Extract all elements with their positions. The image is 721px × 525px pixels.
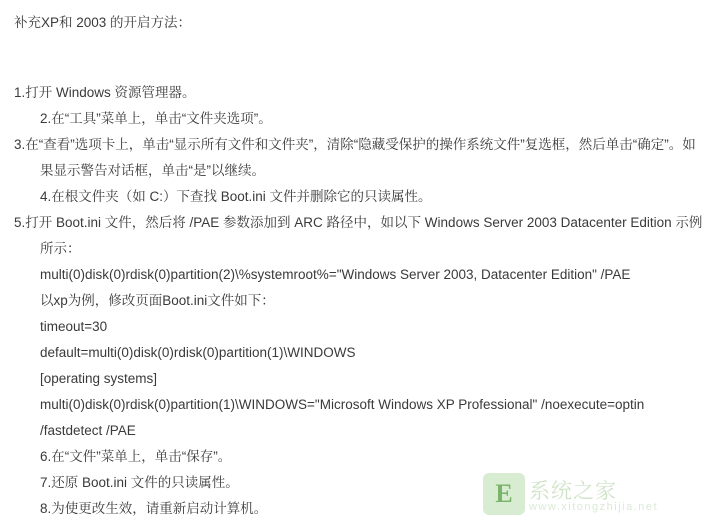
- watermark-site-url: www.xitongzhijia.net: [529, 501, 659, 513]
- code-line-arc-path: multi(0)disk(0)rdisk(0)partition(2)\%systemroot%="Windows Server 2003, Datacenter Edition" /PAE: [40, 267, 631, 282]
- step-7: 7.还原 Boot.ini 文件的只读属性。: [40, 475, 239, 490]
- step-8: 8.为使更改生效，请重新启动计算机。: [40, 501, 268, 516]
- step-1: 1.打开 Windows 资源管理器。: [14, 85, 196, 100]
- step-4: 4.在根文件夹（如 C:）下查找 Boot.ini 文件并删除它的只读属性。: [40, 189, 432, 204]
- title-body-spacer: [14, 38, 707, 80]
- step-6: 6.在“文件”菜单上，单击“保存”。: [40, 449, 232, 464]
- step-2: 2.在“工具”菜单上，单击“文件夹选项”。: [40, 111, 272, 126]
- document-title: 补充XP和 2003 的开启方法：: [14, 15, 192, 30]
- watermark-site-name: 系统之家: [529, 480, 617, 503]
- code-line-operating-systems: [operating systems]: [40, 371, 158, 386]
- code-line-windows-entry: multi(0)disk(0)rdisk(0)partition(1)\WINDOWS="Microsoft Windows XP Professional" /noexecute=optin /fastdetect /PAE: [40, 397, 645, 438]
- code-note-xp-example: 以xp为例，修改页面Boot.ini文件如下：: [40, 293, 275, 308]
- step-5: 5.打开 Boot.ini 文件，然后将 /PAE 参数添加到 ARC 路径中，如以下 Windows Server 2003 Datacenter Edition 示例所示：: [14, 215, 703, 256]
- step-3: 3.在“查看”选项卡上，单击“显示所有文件和文件夹”，清除“隐藏受保护的操作系统文件”复选框，然后单击“确定”。如果显示警告对话框，单击“是”以继续。: [14, 137, 696, 178]
- watermark-logo-letter: E: [495, 479, 513, 508]
- code-line-timeout: timeout=30: [40, 319, 108, 334]
- code-line-default: default=multi(0)disk(0)rdisk(0)partition(1)\WINDOWS: [40, 345, 356, 360]
